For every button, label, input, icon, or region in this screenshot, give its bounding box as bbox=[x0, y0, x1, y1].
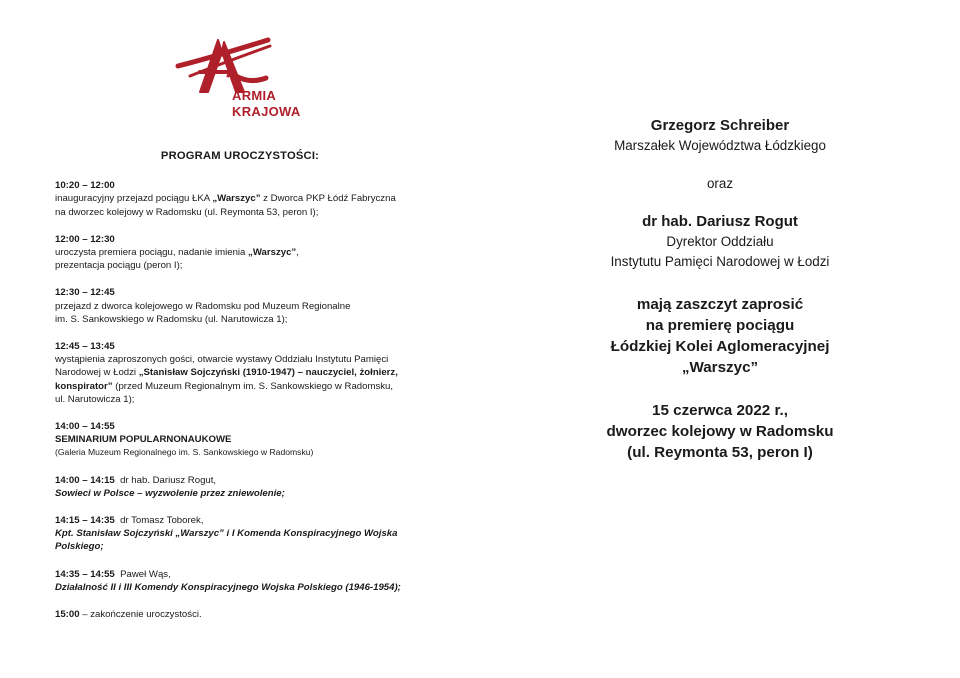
armia-krajowa-logo bbox=[170, 36, 310, 126]
item-text: im. S. Sankowskiego w Radomsku (ul. Narutowicza 1); bbox=[55, 313, 288, 325]
item-topic: Działalność II i III Komendy Konspiracyjnego Wojska Polskiego (1946-1954); bbox=[55, 581, 401, 593]
item-time: 12:00 – 12:30 bbox=[55, 233, 115, 245]
train-name: „Warszyc” bbox=[681, 359, 759, 376]
item-text: uroczysta premiera pociągu, nadanie imienia „Warszyc”, bbox=[55, 247, 299, 259]
program-item bbox=[55, 608, 435, 621]
item-time: 12:45 – 13:45 bbox=[55, 341, 115, 353]
item-speaker-line: 14:35 – 14:55 Paweł Wąs, bbox=[55, 568, 171, 580]
item-text: na dworzec kolejowy w Radomsku (ul. Reymonta 53, peron I); bbox=[55, 206, 319, 218]
item-text: (Galeria Muzeum Regionalnego im. S. Sankowskiego w Radomsku) bbox=[55, 447, 314, 458]
item-topic: Sowieci w Polsce – wyzwolenie przez zniewolenie; bbox=[55, 487, 285, 499]
program-item bbox=[55, 179, 435, 219]
program-section bbox=[55, 150, 435, 635]
item-time: 12:30 – 12:45 bbox=[55, 287, 115, 299]
event-place: dworzec kolejowy w Radomsku bbox=[606, 423, 834, 440]
event-date: 15 czerwca 2022 r., bbox=[652, 402, 788, 419]
host2-name: dr hab. Dariusz Rogut bbox=[642, 213, 798, 230]
item-time: 10:20 – 12:00 bbox=[55, 180, 115, 192]
host2-role: Dyrektor Oddziału bbox=[666, 234, 774, 249]
item-speaker-line: 14:00 – 14:15 dr hab. Dariusz Rogut, bbox=[55, 474, 217, 486]
item-text: wystąpienia zaproszonych gości, otwarcie wystawy Oddziału Instytutu Pamięci bbox=[55, 354, 389, 366]
host1-role: Marszałek Województwa Łódzkiego bbox=[614, 138, 826, 153]
program-item bbox=[55, 340, 435, 406]
seminar-title: SEMINARIUM POPULARNONAUKOWE bbox=[55, 434, 232, 446]
item-speaker-line: 14:15 – 14:35 dr Tomasz Toborek, bbox=[55, 515, 204, 527]
event-address: (ul. Reymonta 53, peron I) bbox=[627, 444, 813, 461]
anchor-icon bbox=[170, 36, 280, 96]
conjunction: oraz bbox=[706, 176, 734, 191]
program-item bbox=[55, 514, 435, 554]
invitation-line: mają zaszczyt zaprosić bbox=[636, 296, 804, 313]
program-title: PROGRAM UROCZYSTOŚCI: bbox=[160, 150, 320, 162]
program-item bbox=[55, 568, 435, 594]
host1-name: Grzegorz Schreiber bbox=[650, 117, 790, 134]
item-time: 14:00 – 14:55 bbox=[55, 421, 115, 433]
item-text: ul. Narutowicza 1); bbox=[55, 393, 135, 405]
program-item bbox=[55, 286, 435, 326]
item-text: 15:00 – zakończenie uroczystości. bbox=[55, 609, 202, 621]
host2-institution: Instytutu Pamięci Narodowej w Łodzi bbox=[610, 254, 830, 269]
program-item bbox=[55, 474, 435, 500]
program-item bbox=[55, 420, 435, 460]
logo-word-armia: ARMIA bbox=[232, 88, 277, 103]
item-text: Narodowej w Łodzi „Stanisław Sojczyński (1910-1947) – nauczyciel, żołnierz, bbox=[55, 367, 398, 379]
item-text: inauguracyjny przejazd pociągu ŁKA „Warszyc” z Dworca PKP Łódź Fabryczna bbox=[55, 193, 396, 205]
invitation-line: Łódzkiej Kolei Aglomeracyjnej bbox=[610, 338, 830, 355]
invitation-line: na premierę pociągu bbox=[645, 317, 795, 334]
invitation-section bbox=[565, 116, 875, 463]
logo-word-krajowa: KRAJOWA bbox=[232, 104, 301, 119]
item-text: przejazd z dworca kolejowego w Radomsku pod Muzeum Regionalne bbox=[55, 300, 351, 312]
item-text: prezentacja pociągu (peron I); bbox=[55, 260, 183, 272]
item-topic: Kpt. Stanisław Sojczyński „Warszyc” i I Komenda Konspiracyjnego Wojska Polskiego; bbox=[55, 528, 398, 553]
program-item bbox=[55, 233, 435, 273]
item-text: konspirator” (przed Muzeum Regionalnym im. S. Sankowskiego w Radomsku, bbox=[55, 380, 394, 392]
